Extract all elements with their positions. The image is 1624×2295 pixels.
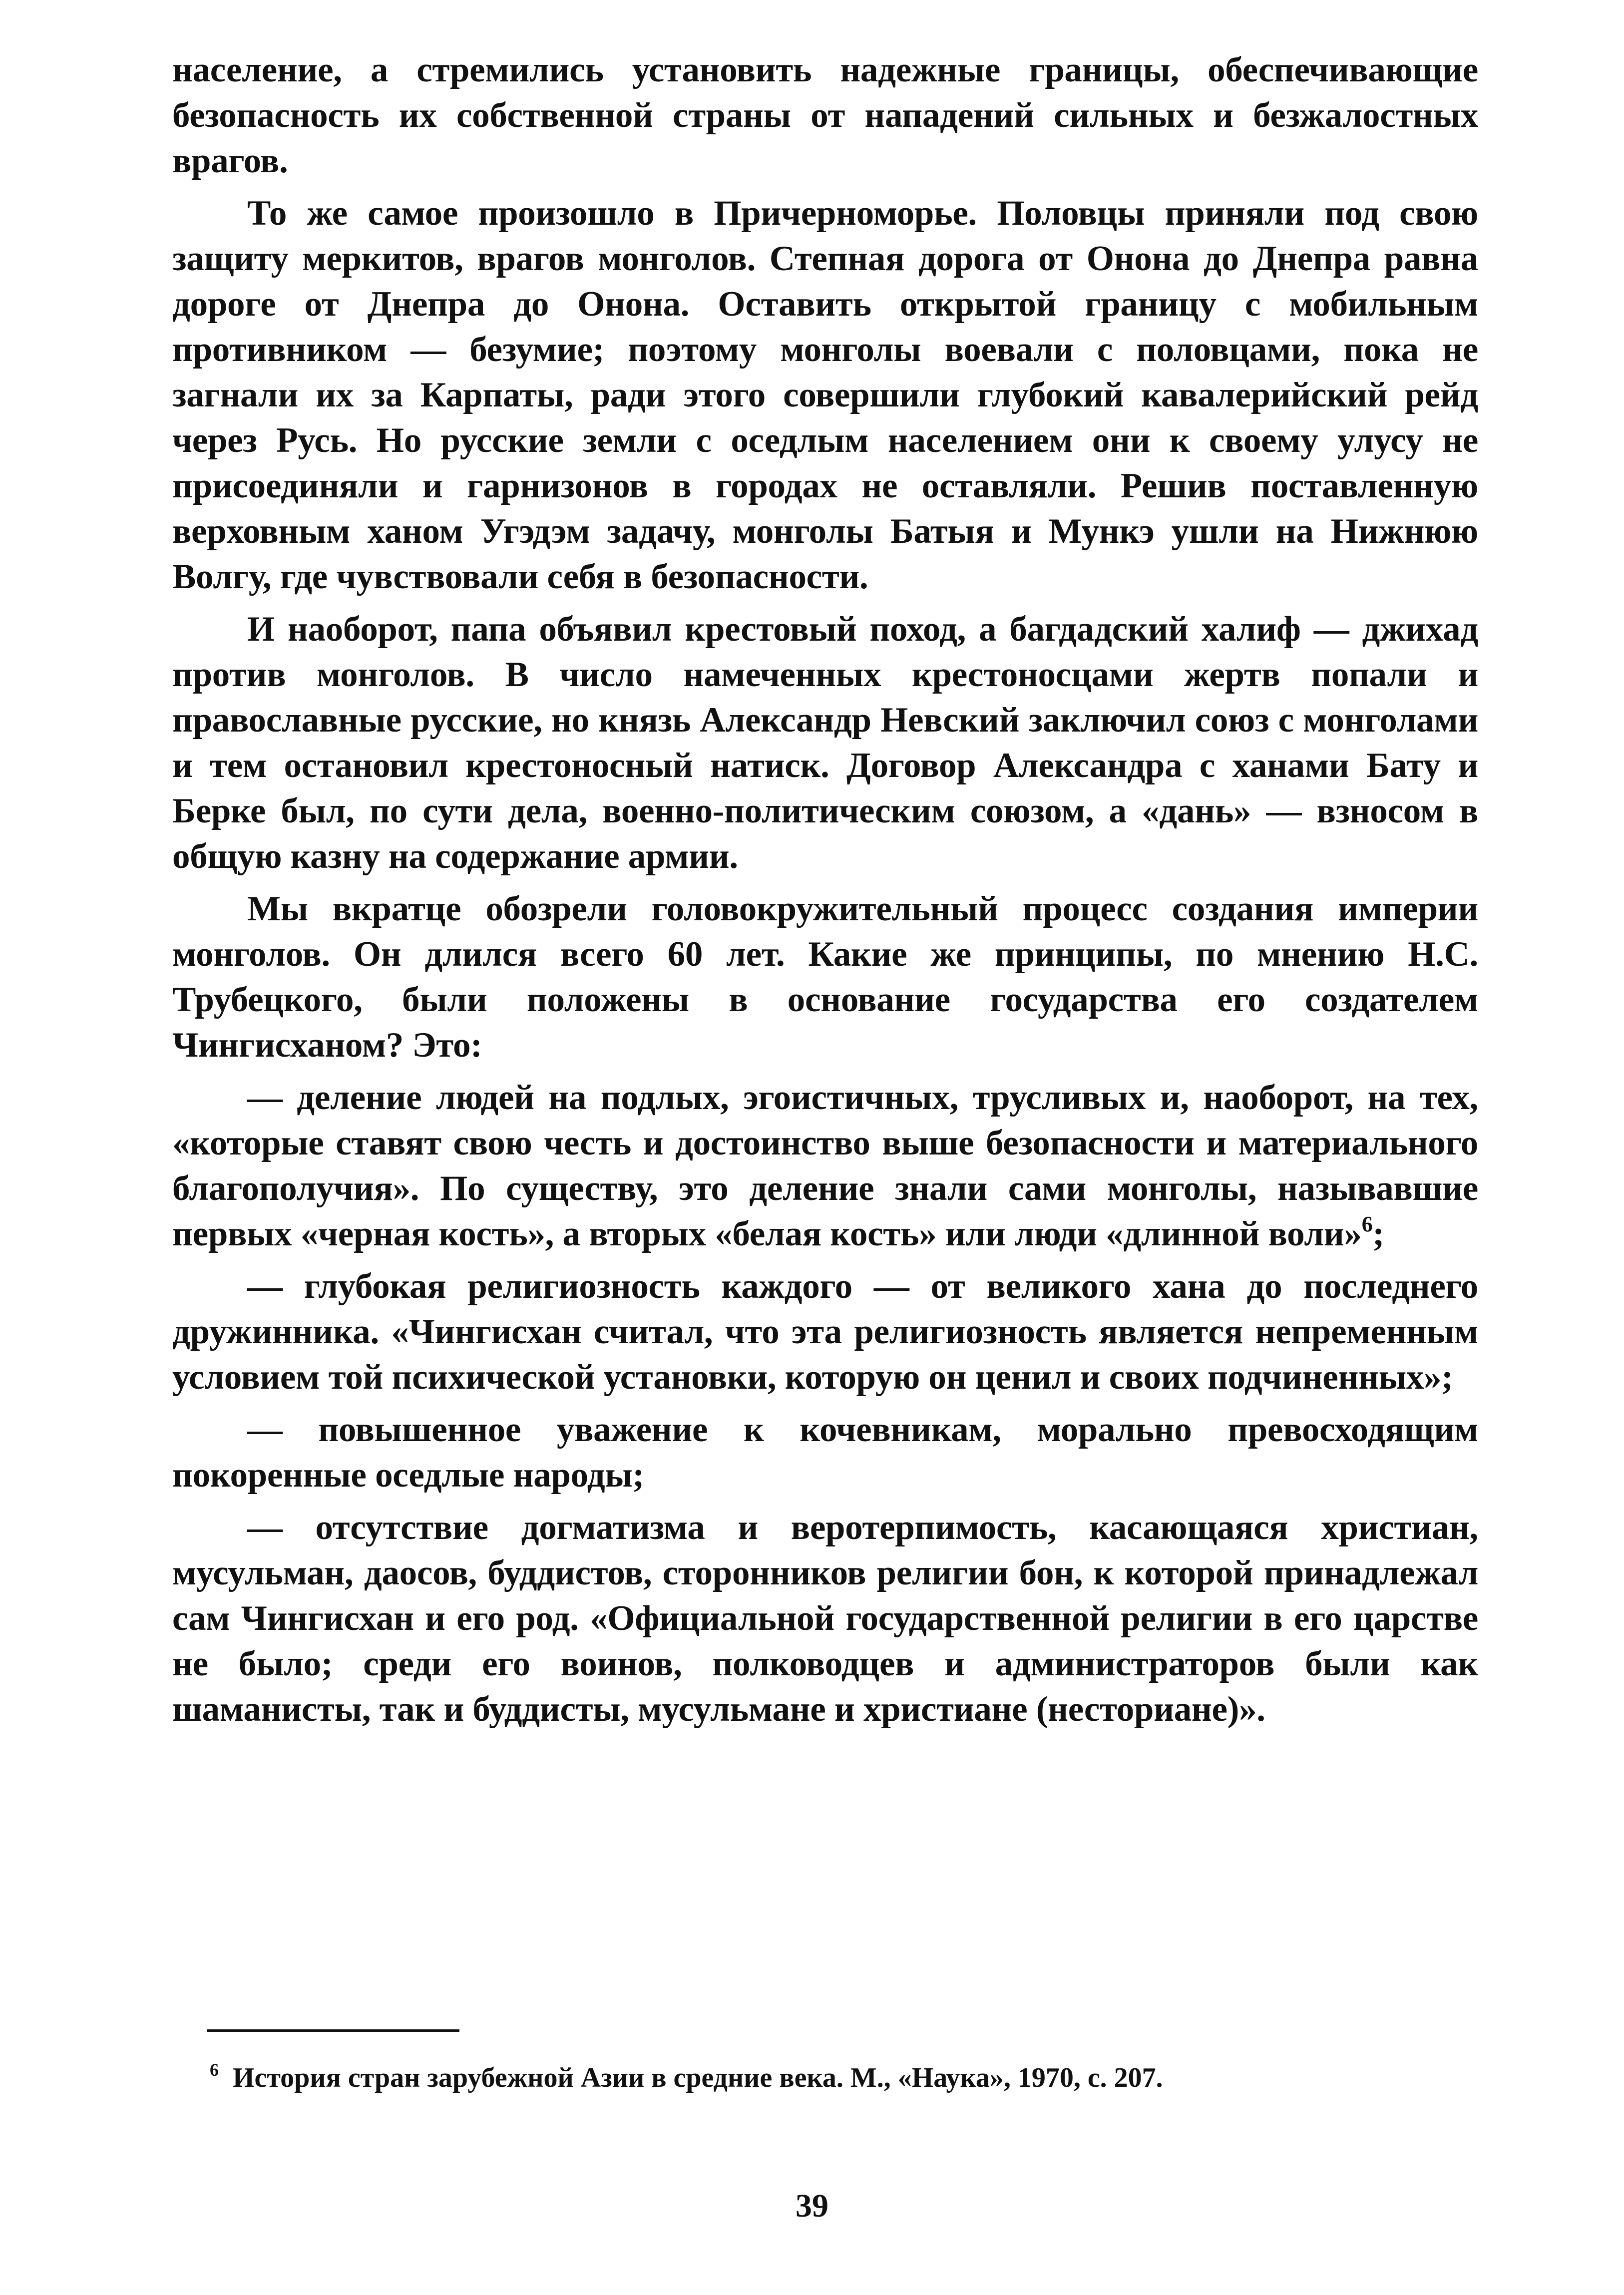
footnote-divider: [207, 2029, 459, 2032]
footnote-reference[interactable]: 6: [1361, 1212, 1373, 1236]
list-item: — отсутствие догматизма и веротерпимость, касающаяся христиан, мусульман, даосов, буддистов, сторонников религии бон, к которой принадлежал сам Чингисхан и его род. «Официальной государственной религии в его царстве не было; среди его воинов, полководцев и администраторов были как шаманисты, так и буддисты, мусульмане и христиане (несториане)».: [172, 1508, 1478, 1729]
list-item: — повышенное уважение к кочевникам, морально превосходящим покоренные оседлые народы;: [172, 1410, 1478, 1495]
paragraph-3: И наоборот, папа объявил крестовый поход, а багдадский халиф — джихад против монголов. В число намеченных крестоносцами жертв попали и православные русские, но князь Александр Невский заключил союз с монголами и тем остановил крестоносный натиск. Договор Александра с ханами Бату и Берке был, по сути дела, военно-политическим союзом, а «дань» — взносом в общую казну на содержание армии.: [172, 610, 1478, 876]
list-item: — глубокая религиозность каждого — от великого хана до последнего дружинника. «Чингисхан считал, что эта религиозность является непременным условием той психической установки, которую он ценил и своих подчиненных»;: [172, 1267, 1478, 1397]
list-item: [172, 1075, 1478, 1257]
footnote-text: История стран зарубежной Азии в средние века. М., «Наука», 1970, с. 207.: [233, 2062, 1163, 2093]
paragraph-4: Мы вкратце обозрели головокружительный процесс создания империи монголов. Он длился всего 60 лет. Какие же принципы, по мнению Н.С. Трубецкого, были положены в основание государства его создателем Чингисханом? Это:: [172, 889, 1478, 1065]
list-item-text: — деление людей на подлых, эгоистичных, трусливых и, наоборот, на тех, «которые ставят свою честь и достоинство выше безопасности и материального благополучия». По существу, это деление знали сами монголы, называвшие первых «черная кость», а вторых «белая кость» или люди «длинной воли»: [172, 1078, 1478, 1253]
paragraph-2: То же самое произошло в Причерноморье. Половцы приняли под свою защиту меркитов, врагов монголов. Степная дорога от Онона до Днепра равна дороге от Днепра до Онона. Оставить открытой границу с мобильным противником — безумие; поэтому монголы воевали с половцами, пока не загнали их за Карпаты, ради этого совершили глубокий кавалерийский рейд через Русь. Но русские земли с оседлым населением они к своему улусу не присоединяли и гарнизонов в городах не оставляли. Решив поставленную верховным ханом Угэдэм задачу, монголы Батыя и Мункэ ушли на Нижнюю Волгу, где чувствовали себя в безопасности.: [172, 194, 1478, 596]
list-item-tail: ;: [1372, 1214, 1384, 1253]
paragraph-1: население, а стремились установить надежные границы, обеспечивающие безопасность их собственной страны от нападений сильных и безжалостных врагов.: [172, 50, 1478, 180]
page-number: 39: [796, 2188, 828, 2224]
footnote-number: 6: [210, 2060, 219, 2080]
footnote: [210, 2052, 1408, 2095]
page-body: [172, 47, 1478, 1739]
